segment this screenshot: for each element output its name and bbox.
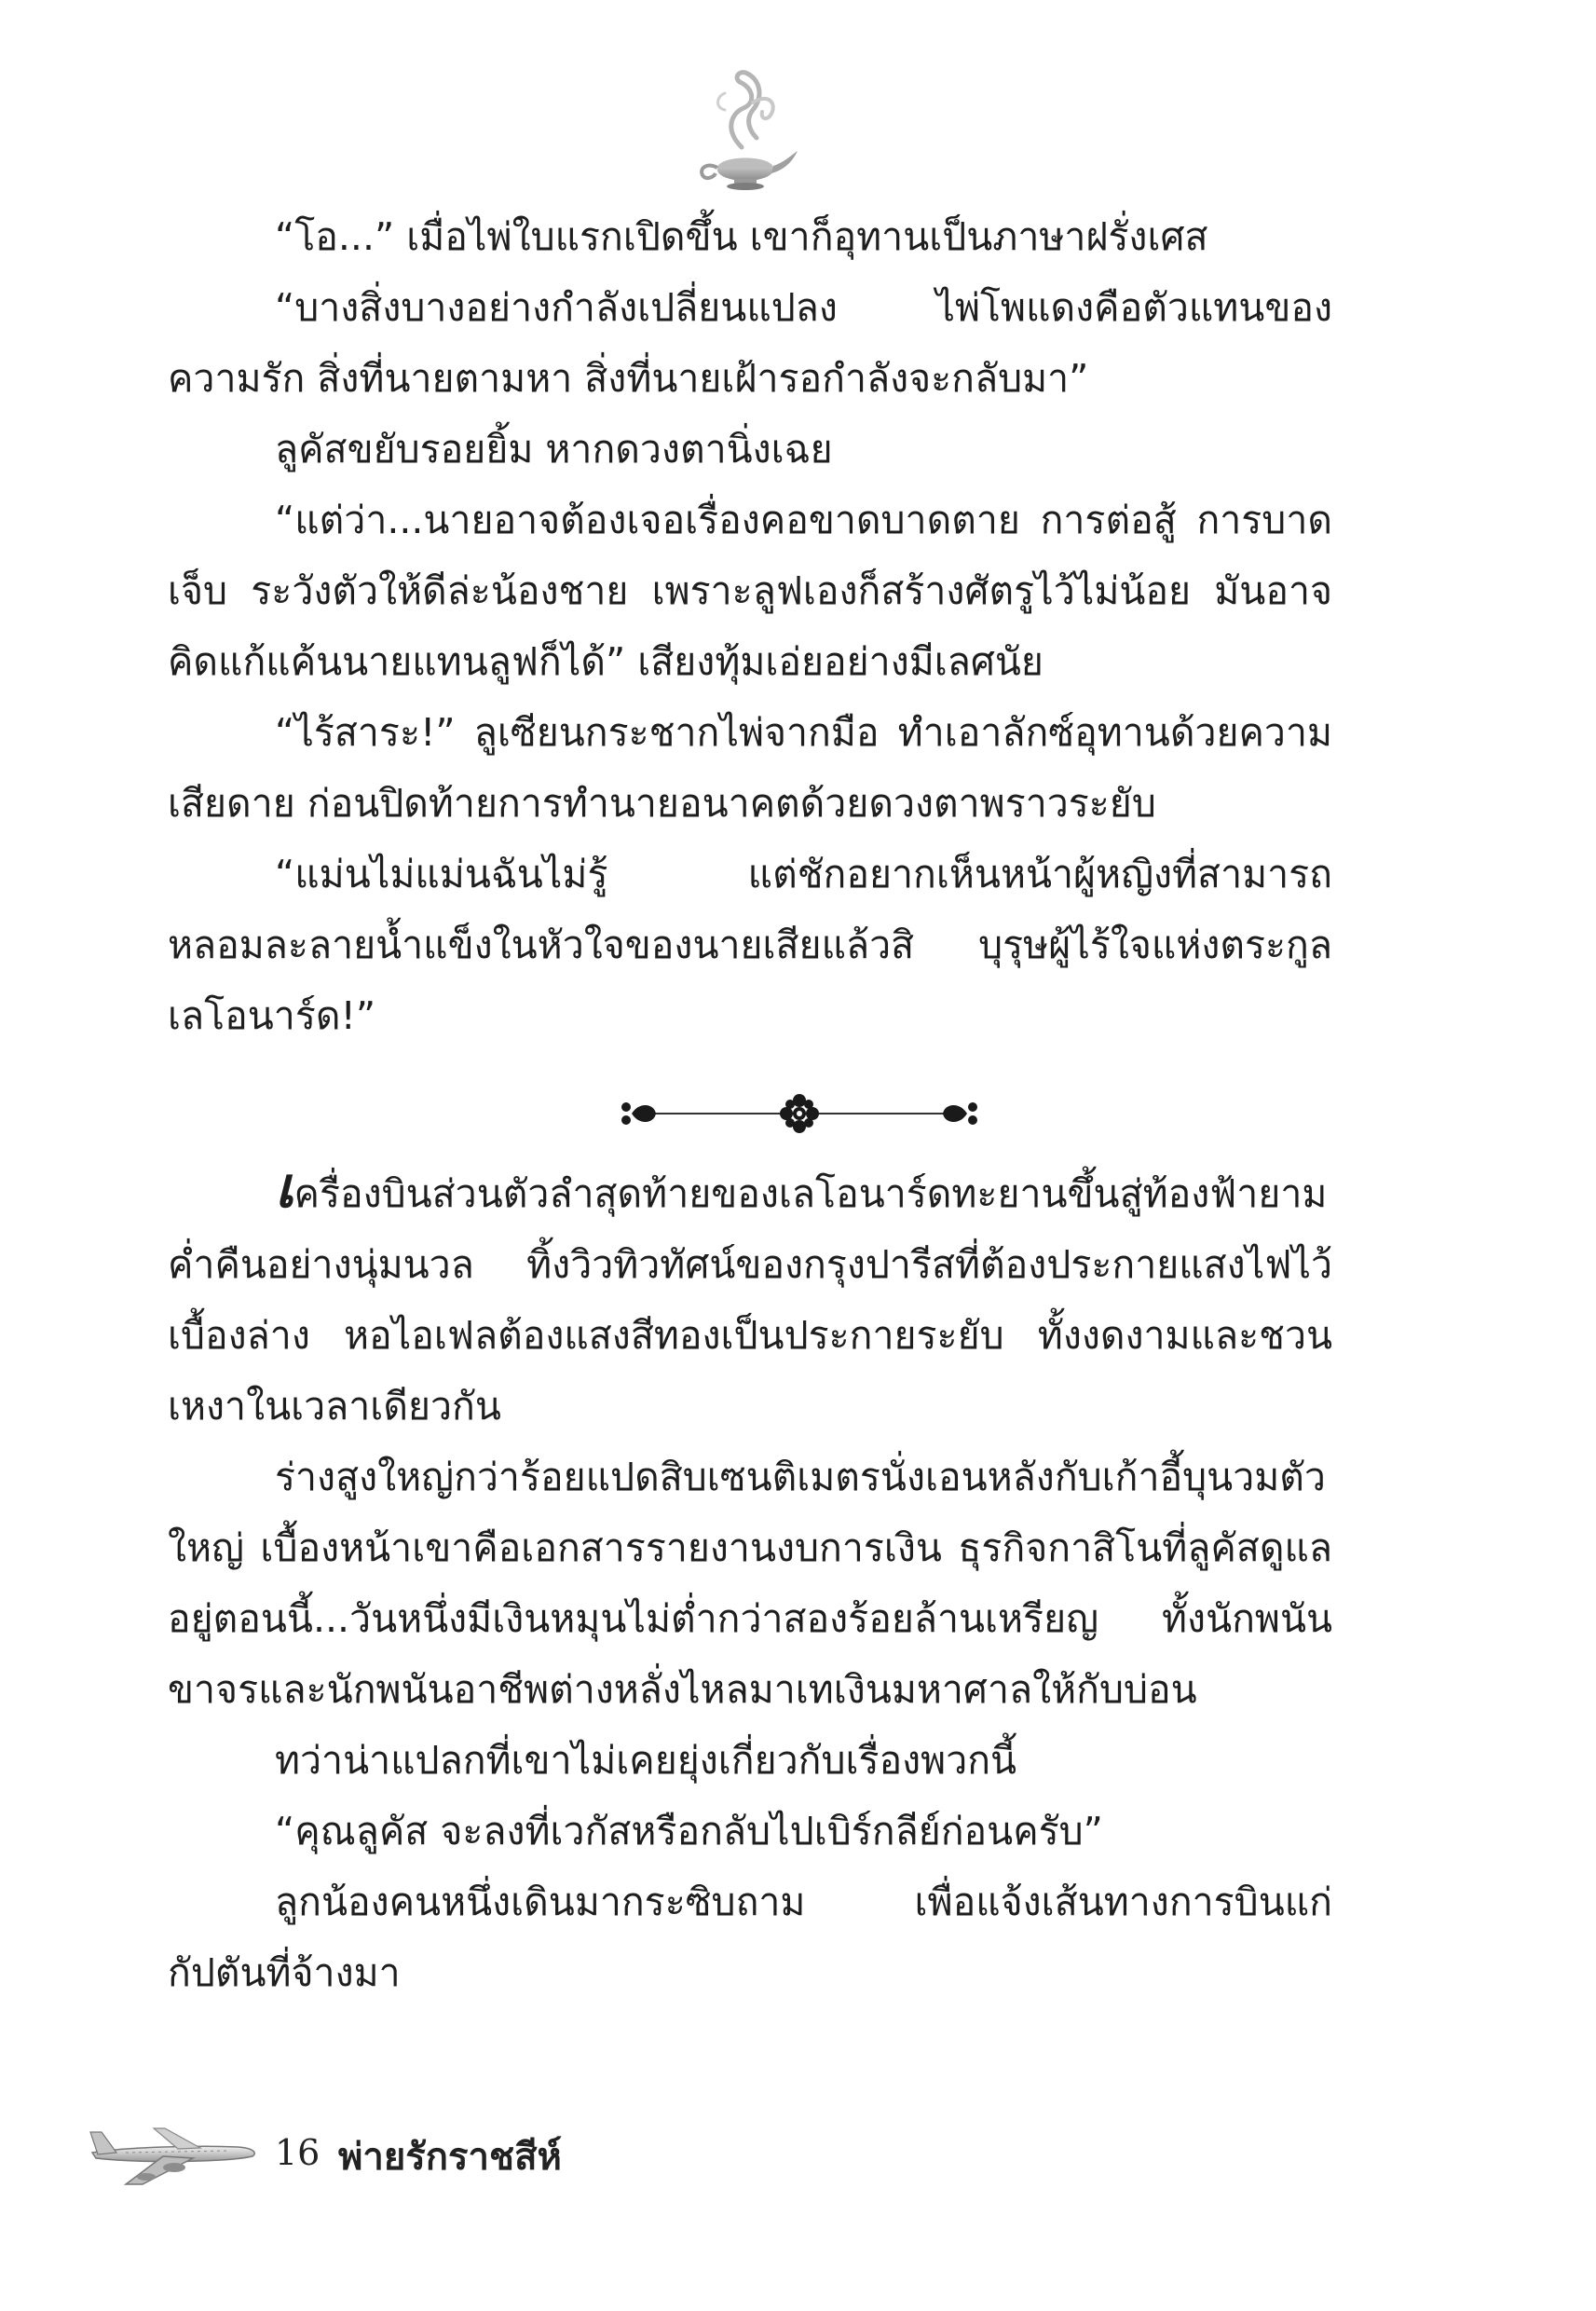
genie-lamp-icon xyxy=(688,65,799,196)
paragraph: “ไร้สาระ!” ลูเซียนกระชากไพ่จากมือ ทำเอาลักซ์อุทานด้วยความเสียดาย ก่อนปิดท้ายการทำนายอนาคตด้วยดวงตาพราวระยับ xyxy=(168,710,1332,826)
paragraph-with-drop-cap xyxy=(168,1158,1332,1442)
paragraph: “บางสิ่งบางอย่างกำลังเปลี่ยนแปลง ไพ่โพแดงคือตัวแทนของความรัก สิ่งที่นายตามหา สิ่งที่นายเฝ้ารอกำลังจะกลับมา” xyxy=(168,285,1332,401)
paragraph: ทว่าน่าแปลกที่เขาไม่เคยยุ่งเกี่ยวกับเรื่องพวกนี้ xyxy=(275,1738,1017,1783)
paragraph: “โอ...” เมื่อไพ่ใบแรกเปิดขึ้น เขาก็อุทานเป็นภาษาฝรั่งเศส xyxy=(275,214,1208,259)
paragraph: ร่างสูงใหญ่กว่าร้อยแปดสิบเซนติเมตรนั่งเอนหลังกับเก้าอี้บุนวมตัวใหญ่ เบื้องหน้าเขาคือเอกสารรายงานงบการเงิน ธุรกิจกาสิโนที่ลูคัสดูแลอยู่ตอนนี้...วันหนึ่งมีเงินหมุนไม่ต่ำกว่าสองร้อยล้านเหรียญ ทั้งนักพนันขาจรและนักพนันอาชีพต่างหลั่งไหลมาเทเงินมหาศาลให้กับบ่อน xyxy=(168,1455,1332,1712)
paragraph: “แต่ว่า...นายอาจต้องเจอเรื่องคอขาดบาดตาย การต่อสู้ การบาดเจ็บ ระวังตัวให้ดีล่ะน้องชาย เพราะลูฟเองก็สร้างศัตรูไว้ไม่น้อย มันอาจคิดแก้แค้นนายแทนลูฟก็ได้” เสียงทุ้มเอ่ยอย่างมีเลศนัย xyxy=(168,498,1332,684)
paragraph: “คุณลูคัส จะลงที่เวกัสหรือกลับไปเบิร์กลีย์ก่อนครับ” xyxy=(275,1809,1103,1853)
book-title: พ่ายรักราชสีห์ xyxy=(338,2136,562,2179)
page-number: 16 xyxy=(275,2132,321,2173)
paragraph: “แม่นไม่แม่นฉันไม่รู้ แต่ชักอยากเห็นหน้าผู้หญิงที่สามารถหลอมละลายน้ำแข็งในหัวใจของนายเสียแล้วสิ บุรุษผู้ไร้ใจแห่งตระกูลเลโอนาร์ด!” xyxy=(168,852,1332,1038)
paragraph: ลูคัสขยับรอยยิ้ม หากดวงตานิ่งเฉย xyxy=(275,427,833,472)
paragraph-text: ครื่องบินส่วนตัวลำสุดท้ายของเลโอนาร์ดทะยานขึ้นสู่ท้องฟ้ายามค่ำคืนอย่างนุ่มนวล ทิ้งวิวทิวทัศน์ของกรุงปารีสที่ต้องประกายแสงไฟไว้เบื้องล่าง หอไอเฟลต้องแสงสีทองเป็นประกายระยับ ทั้งงดงามและชวนเหงาในเวลาเดียวกัน xyxy=(168,1171,1332,1429)
section-one-text xyxy=(168,201,1332,1051)
airplane-icon xyxy=(89,2115,261,2190)
page-footer xyxy=(89,2115,741,2199)
drop-cap: เ xyxy=(275,1156,294,1221)
section-two-text xyxy=(168,1158,1332,2008)
paragraph: ลูกน้องคนหนึ่งเดินมากระซิบถาม เพื่อแจ้งเส้นทางการบินแก่กัปตันที่จ้างมา xyxy=(168,1880,1332,1995)
floral-divider-icon xyxy=(613,1090,986,1137)
